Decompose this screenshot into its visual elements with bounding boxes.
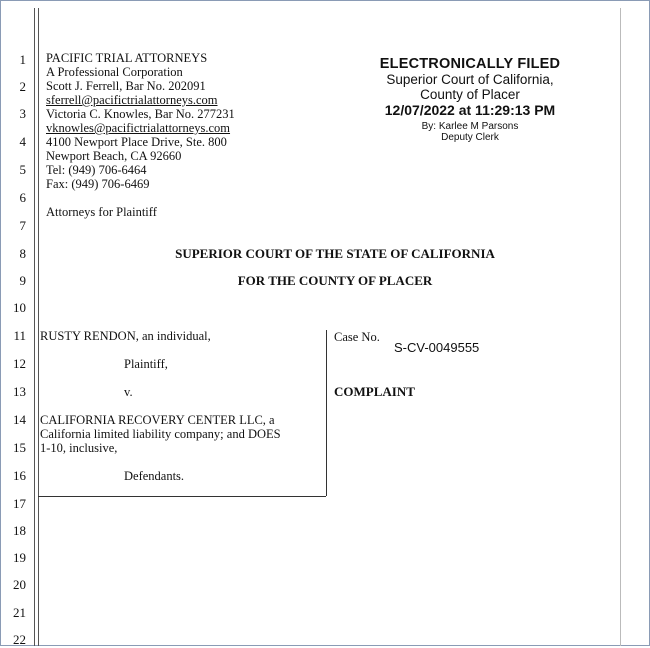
plaintiff-label: Plaintiff,: [124, 357, 168, 371]
address-line-2: Newport Beach, CA 92660: [46, 149, 182, 163]
line-number: 15: [13, 440, 26, 455]
case-number: S-CV-0049555: [394, 340, 480, 355]
email-link-2[interactable]: vknowles@pacifictrialattorneys.com: [46, 121, 231, 135]
margin-rule-left-outer: [34, 8, 35, 646]
stamp-county: County of Placer: [420, 87, 520, 102]
stamp-title: ELECTRONICALLY FILED: [379, 56, 561, 72]
margin-rule-right: [620, 8, 621, 646]
line-number: 8: [19, 246, 26, 261]
stamp-clerk-title: Deputy Clerk: [441, 132, 499, 143]
line-number: 5: [19, 162, 26, 177]
line-number: 18: [13, 523, 26, 538]
versus: v.: [124, 385, 133, 399]
defendant-line-3: 1-10, inclusive,: [40, 441, 118, 455]
line-number: 12: [13, 356, 26, 371]
caption-divider-vertical: [326, 330, 327, 496]
stamp-datetime: 12/07/2022 at 11:29:13 PM: [384, 102, 556, 118]
line-number: 4: [19, 134, 26, 149]
telephone: Tel: (949) 706-6464: [46, 163, 147, 177]
line-number: 6: [19, 190, 26, 205]
line-number: 1: [19, 52, 26, 67]
case-label: Case No.: [334, 330, 380, 344]
defendant-line-1: CALIFORNIA RECOVERY CENTER LLC, a: [40, 413, 275, 427]
line-number: 22: [13, 632, 26, 647]
defendant-label: Defendants.: [124, 469, 185, 483]
line-number: 11: [13, 328, 26, 343]
firm-name: PACIFIC TRIAL ATTORNEYS: [46, 51, 208, 65]
line-number: 20: [13, 577, 26, 592]
stamp-clerk-name: By: Karlee M Parsons: [421, 121, 519, 132]
firm-type: A Professional Corporation: [46, 65, 183, 79]
line-number: 10: [13, 300, 26, 315]
filing-stamp: [370, 56, 570, 143]
line-number: 9: [19, 273, 26, 288]
margin-rule-left-inner: [38, 8, 39, 646]
court-county: FOR THE COUNTY OF PLACER: [237, 273, 433, 288]
line-number: 21: [13, 605, 26, 620]
attorney-1: Scott J. Ferrell, Bar No. 202091: [46, 79, 206, 93]
court-title: SUPERIOR COURT OF THE STATE OF CALIFORNIA: [175, 246, 495, 261]
line-number: 13: [13, 384, 26, 399]
line-number: 2: [19, 79, 26, 94]
line-number: 16: [13, 468, 26, 483]
plaintiff-name: RUSTY RENDON, an individual,: [40, 329, 211, 343]
line-number: 17: [13, 496, 26, 511]
attorney-2: Victoria C. Knowles, Bar No. 277231: [46, 107, 235, 121]
line-number: 14: [13, 412, 26, 427]
defendant-line-2: California limited liability company; and DOES: [40, 427, 281, 441]
fax: Fax: (949) 706-6469: [46, 177, 150, 191]
line-number: 19: [13, 550, 26, 565]
attorneys-for: Attorneys for Plaintiff: [46, 205, 157, 219]
document-title: COMPLAINT: [334, 384, 415, 399]
caption-divider-horizontal: [38, 496, 326, 497]
email-link-1[interactable]: sferrell@pacifictrialattorneys.com: [46, 93, 218, 107]
stamp-court: Superior Court of California,: [386, 72, 554, 87]
address-line-1: 4100 Newport Place Drive, Ste. 800: [46, 135, 227, 149]
line-number: 3: [19, 106, 26, 121]
line-number: 7: [19, 218, 26, 233]
